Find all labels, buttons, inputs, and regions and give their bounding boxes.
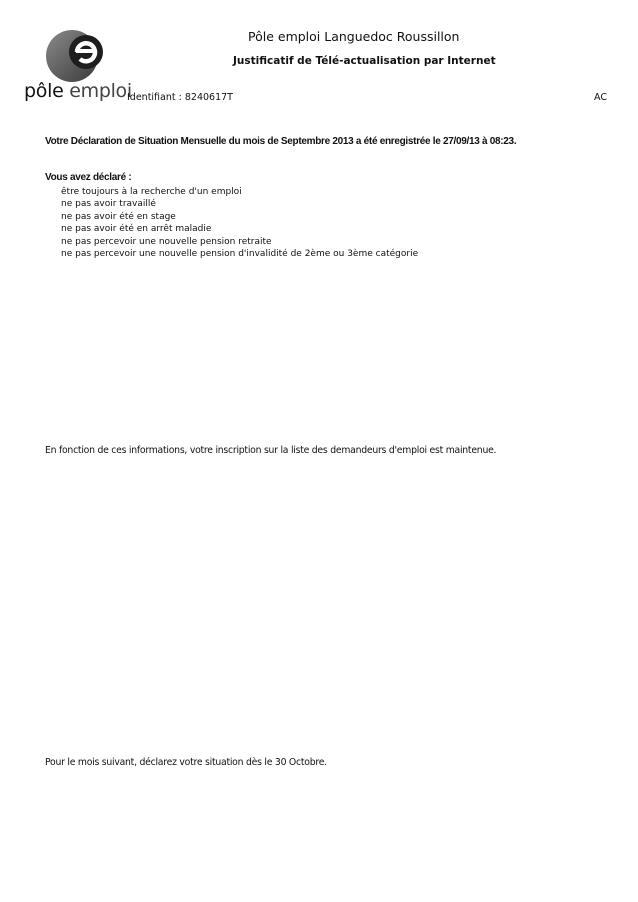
identifiant-label: Identifiant : 8240617T [127, 92, 233, 103]
list-item: ne pas avoir été en stage [61, 211, 176, 222]
declaration-summary: Votre Déclaration de Situation Mensuelle du mois de Septembre 2013 a été enregistrée le 27/09/13 à 08:23. [45, 136, 517, 147]
next-month-notice: Pour le mois suivant, déclarez votre situation dès le 30 Octobre. [45, 757, 327, 768]
list-item: ne pas avoir été en arrêt maladie [61, 224, 212, 235]
declared-heading: Vous avez déclaré : [45, 172, 132, 183]
inscription-status: En fonction de ces informations, votre inscription sur la liste des demandeurs d'emploi est maintenue. [45, 445, 497, 456]
organization-title: Pôle emploi Languedoc Roussillon [248, 29, 460, 44]
pole-emploi-logo-text [24, 80, 132, 102]
logo-text-emploi: emploi [69, 80, 132, 102]
list-item: être toujours à la recherche d'un emploi [61, 187, 242, 197]
code-label: AC [594, 92, 607, 103]
list-item: ne pas percevoir une nouvelle pension retraite [61, 236, 272, 247]
logo-text-pole: pôle [24, 80, 64, 102]
document-title: Justificatif de Télé-actualisation par Internet [233, 55, 496, 67]
declared-list [61, 186, 418, 260]
list-item: ne pas percevoir une nouvelle pension d'invalidité de 2ème ou 3ème catégorie [61, 249, 419, 260]
list-item: ne pas avoir travaillé [61, 199, 156, 210]
